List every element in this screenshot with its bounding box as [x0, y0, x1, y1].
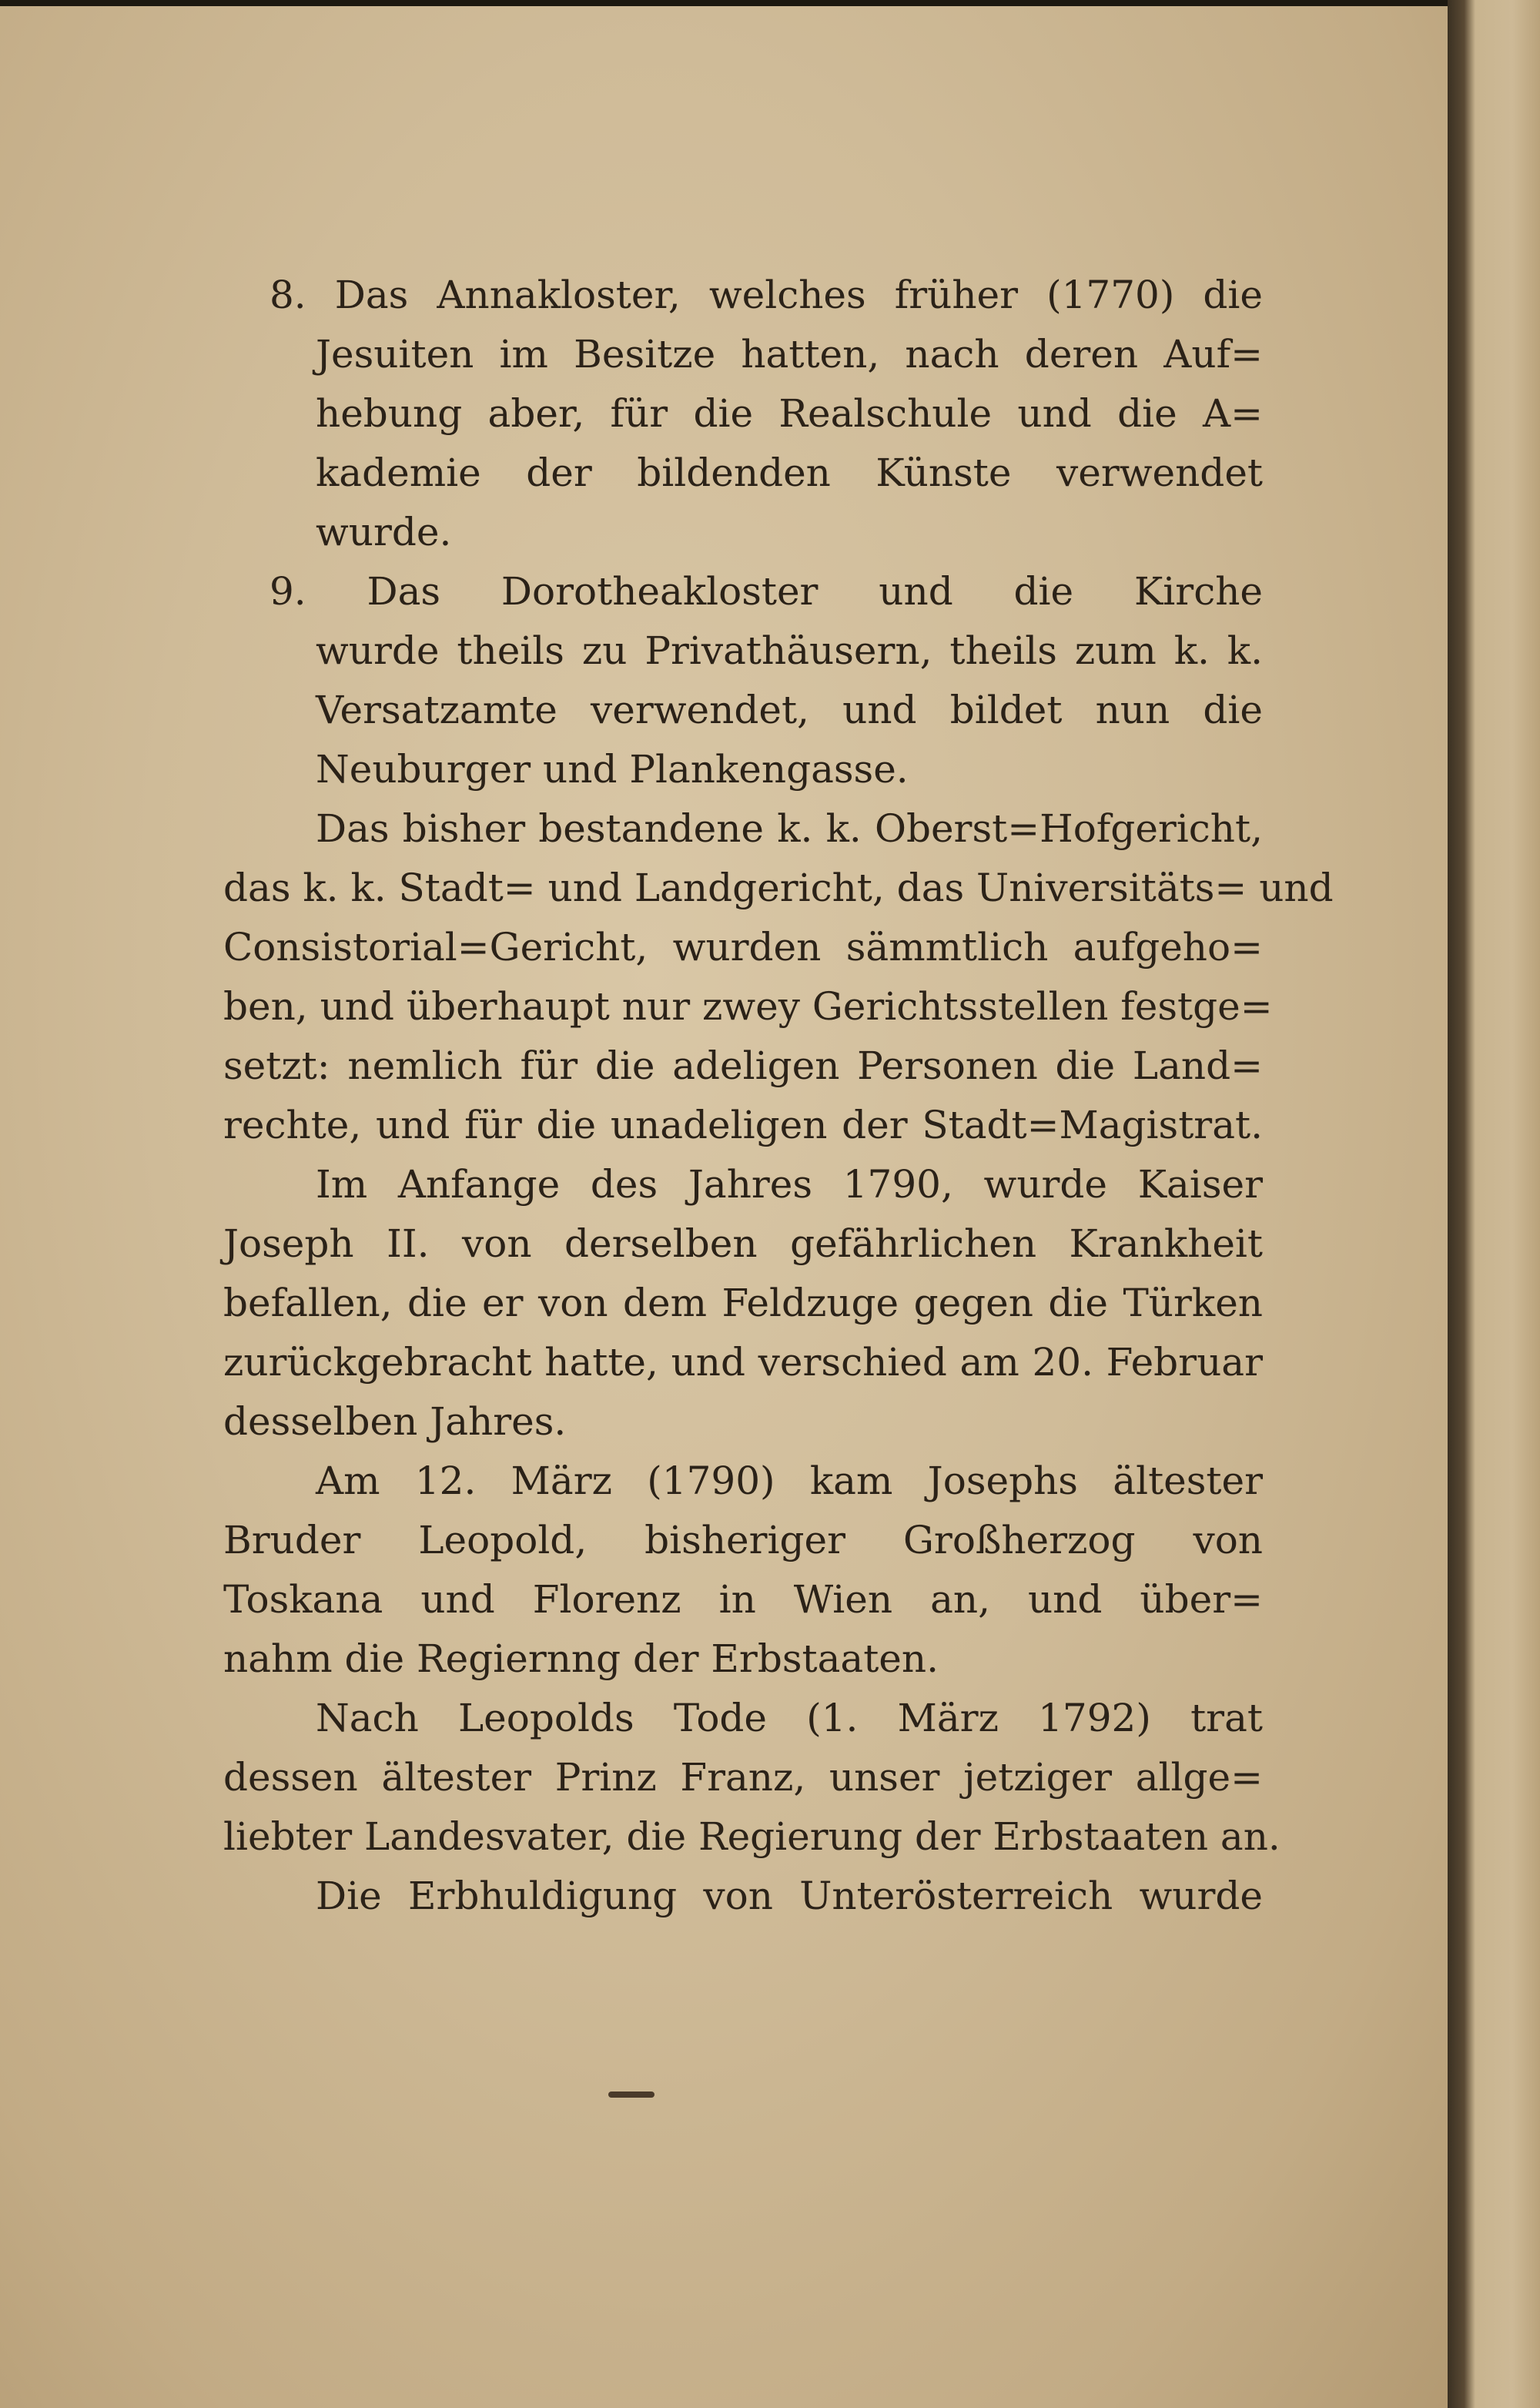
- text-line: Versatzamte verwendet, und bildet nun die: [316, 688, 1263, 732]
- text-line: Am 12. März (1790) kam Josephs ältester: [316, 1459, 1263, 1503]
- text-line: Bruder Leopold, bisheriger Großherzog von: [223, 1518, 1263, 1562]
- text-line: hebung aber, für die Realschule und die A=: [316, 391, 1263, 436]
- text-line: Das bisher bestandene k. k. Oberst=Hofgericht,: [316, 806, 1263, 851]
- text-line: desselben Jahres.: [223, 1399, 567, 1444]
- text-line: liebter Landesvater, die Regierung der Erbstaaten an.: [223, 1814, 1281, 1859]
- text-line: Neuburger und Plankengasse.: [316, 747, 909, 792]
- text-line: 8. Das Annakloster, welches früher (1770) die: [270, 273, 1263, 317]
- body-text: [223, 266, 1334, 1926]
- text-line: befallen, die er von dem Feldzuge gegen die Türken: [223, 1281, 1263, 1325]
- text-line: nahm die Regiernng der Erbstaaten.: [223, 1636, 939, 1681]
- text-line: das k. k. Stadt= und Landgericht, das Universitäts= und: [223, 866, 1334, 910]
- text-line: rechte, und für die unadeligen der Stadt=Magistrat.: [223, 1103, 1263, 1147]
- text-line: zurückgebracht hatte, und verschied am 20. Februar: [223, 1340, 1263, 1385]
- text-line: dessen ältester Prinz Franz, unser jetziger allge=: [223, 1755, 1263, 1800]
- text-line: Die Erbhuldigung von Unterösterreich wurde: [316, 1874, 1263, 1918]
- text-line: Nach Leopolds Tode (1. März 1792) trat: [316, 1696, 1263, 1740]
- text-line: ben, und überhaupt nur zwey Gerichtsstellen festge=: [223, 984, 1273, 1029]
- text-line: kademie der bildenden Künste verwendet: [316, 450, 1263, 495]
- ornament-dash: [608, 2092, 654, 2098]
- page-top-edge: [0, 0, 1448, 6]
- adjacent-page-edge: [1448, 0, 1540, 2408]
- text-line: Jesuiten im Besitze hatten, nach deren Auf=: [316, 332, 1263, 377]
- text-line: Toskana und Florenz in Wien an, und über=: [223, 1577, 1263, 1622]
- text-line: Joseph II. von derselben gefährlichen Krankheit: [223, 1221, 1263, 1266]
- text-line: wurde theils zu Privathäusern, theils zum k. k.: [316, 628, 1263, 673]
- text-line: 9. Das Dorotheakloster und die Kirche: [270, 569, 1263, 614]
- text-line: Im Anfange des Jahres 1790, wurde Kaiser: [316, 1162, 1263, 1207]
- text-line: setzt: nemlich für die adeligen Personen die Land=: [223, 1043, 1263, 1088]
- text-line: Consistorial=Gericht, wurden sämmtlich aufgeho=: [223, 925, 1263, 970]
- text-line: wurde.: [316, 510, 452, 554]
